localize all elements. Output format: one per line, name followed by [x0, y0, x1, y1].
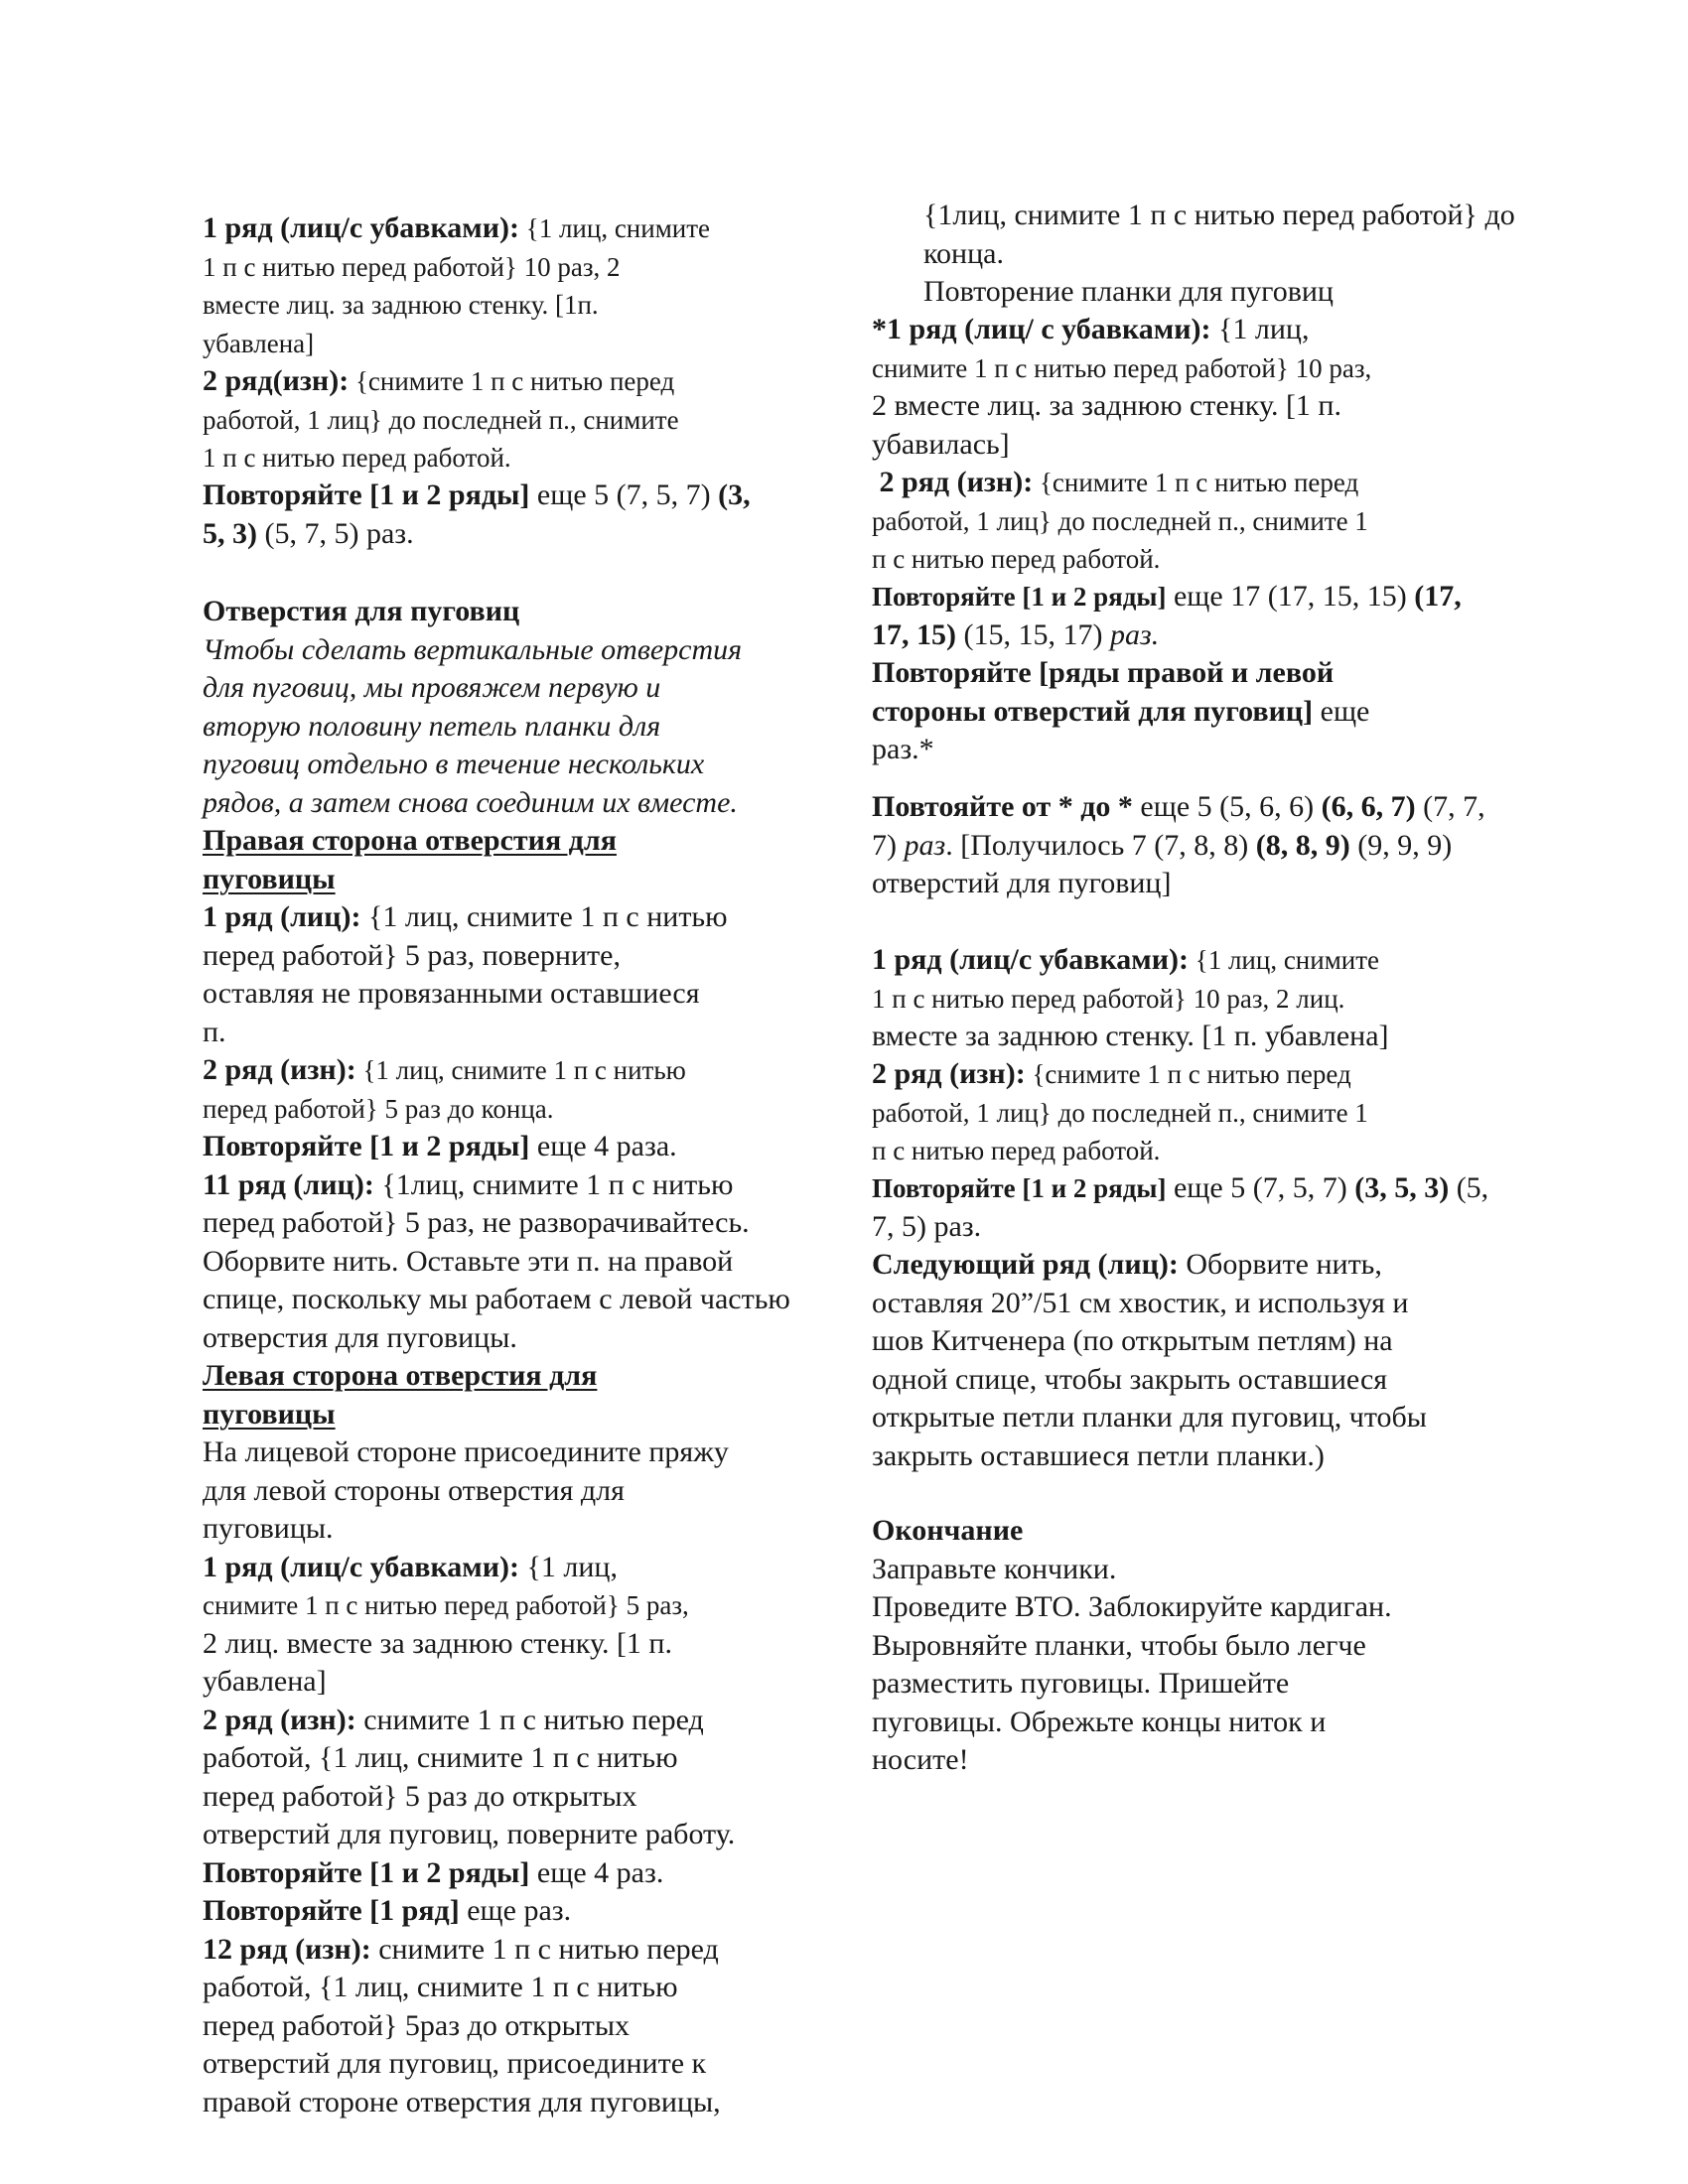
text-line: раз.* — [872, 733, 934, 765]
repeat-label: Повторяйте [1 и 2 ряды] — [872, 1173, 1167, 1203]
repeat-text: еще 17 (17, 15, 15) — [1166, 580, 1415, 613]
next-row-block — [872, 1246, 1427, 1475]
text-line: снимите 1 п с нитью перед работой} 10 раз, — [872, 352, 1372, 383]
repeat-bold-count: 5, 3) — [203, 516, 257, 550]
text-line: п. — [203, 1015, 226, 1048]
repeat-bold-count: (8, 8, 9) — [1255, 828, 1350, 862]
text-line: работой, 1 лиц} до последней п., снимите 1 — [872, 1097, 1368, 1128]
repeat-text: . [Получилось 7 (7, 8, 8) — [945, 828, 1256, 862]
repeat-bold-count: 17, 15) — [872, 617, 956, 651]
text-line: На лицевой стороне присоедините пряжу — [203, 1435, 729, 1468]
text-line: перед работой} 5 раз до открытых — [203, 1779, 637, 1813]
text-line: перед работой} 5 раз, не разворачивайтесь. — [203, 1206, 750, 1239]
text-line: Заправьте кончики. — [872, 1552, 1117, 1585]
repeat-text: (5, 7, 5) раз. — [257, 516, 414, 550]
repeat-text: (5, — [1449, 1171, 1489, 1204]
repeat-text: (15, 15, 17) — [956, 617, 1110, 651]
buttonholes-section — [203, 593, 742, 822]
text-line: закрыть оставшиеся петли планки.) — [872, 1438, 1325, 1472]
text-line: убавлена] — [203, 1665, 327, 1698]
text-line: вместе за заднюю стенку. [1 п. убавлена] — [872, 1020, 1389, 1052]
repeat-bold-count: (6, 6, 7) — [1321, 790, 1416, 823]
row-label: 1 ряд (лиц/с убавками): — [203, 1550, 519, 1583]
star-row2-block — [872, 464, 1368, 579]
text-line: пуговицы. — [203, 1512, 334, 1545]
section-heading: пуговицы — [203, 1397, 336, 1431]
text-line: Выровняйте планки, чтобы было легче — [872, 1628, 1366, 1662]
text-line: перед работой} 5 раз, поверните, — [203, 938, 621, 972]
row-text: {1 лиц, — [1210, 313, 1310, 345]
row-text: снимите 1 п с нитью перед — [370, 1932, 719, 1966]
text-line: убавилась] — [872, 427, 1010, 461]
italic-note: Чтобы сделать вертикальные отверстия — [203, 632, 743, 666]
row2-block — [203, 362, 679, 478]
repeat-bold-count: (17, — [1414, 580, 1462, 613]
row-label: Следующий ряд (лиц): — [872, 1248, 1179, 1281]
text-line: 7, 5) раз. — [872, 1209, 982, 1243]
row-label: 2 ряд(изн): — [203, 364, 350, 397]
row-label: 1 ряд (лиц/с убавками): — [872, 943, 1189, 976]
repeat-text: еще — [1313, 694, 1370, 728]
italic-note: вторую половину петель планки для — [203, 709, 661, 743]
repeat-block — [203, 477, 751, 553]
repeat-bold-count: (3, 5, 3) — [1354, 1171, 1450, 1204]
row-label: 2 ряд (изн): — [872, 466, 1034, 498]
text-line: работой, {1 лиц, снимите 1 п с нитью — [203, 1741, 678, 1774]
text-line: пуговицы. Обрежьте концы ниток и — [872, 1705, 1327, 1738]
text-line: разместить пуговицы. Пришейте — [872, 1667, 1290, 1700]
text-line: п с нитью перед работой. — [872, 544, 1161, 574]
repeat-star-block — [872, 788, 1485, 903]
text-line: шов Китченера (по открытым петлям) на — [872, 1324, 1393, 1357]
section-heading: Левая сторона отверстия для — [203, 1359, 598, 1392]
row-text: Оборвите нить, — [1178, 1248, 1382, 1281]
text-line: отверстий для пуговиц] — [872, 867, 1172, 899]
text-line: снимите 1 п с нитью перед работой} 5 раз, — [203, 1590, 689, 1620]
row-text: {снимите 1 п с нитью перед — [1025, 1059, 1351, 1089]
repeat-label: Повторяйте [1 и 2 ряды] — [872, 582, 1167, 612]
repeat-bold-count: (3, — [718, 478, 751, 511]
text-line: вместе лиц. за заднюю стенку. [1п. — [203, 290, 599, 320]
text-line: {1лиц, снимите 1 п с нитью перед работой} до — [923, 199, 1515, 231]
row-label: *1 ряд (лиц/ с убавками): — [872, 313, 1211, 345]
text-line: 2 лиц. вместе за заднюю стенку. [1 п. — [203, 1626, 672, 1660]
repeat-text: еще 5 (7, 5, 7) — [1166, 1171, 1355, 1204]
row-label: 1 ряд (лиц): — [203, 900, 361, 933]
section-heading: Правая сторона отверстия для — [203, 824, 617, 857]
row-text: {1 лиц, снимите — [518, 213, 711, 243]
final-repeat-block — [872, 1169, 1488, 1246]
text-line: оставляя не провязанными оставшиеся — [203, 977, 700, 1010]
continuation-block — [872, 197, 1515, 312]
text-line: одной спице, чтобы закрыть оставшиеся — [872, 1362, 1388, 1396]
text-line: отверстий для пуговиц, присоедините к — [203, 2047, 707, 2080]
row-label: 2 ряд (изн): — [203, 1703, 356, 1736]
text-line: Повторение планки для пуговиц — [923, 275, 1334, 308]
repeat-label: Повторяйте [ряды правой и левой — [872, 656, 1335, 689]
row-text: {1 лиц, снимите 1 п с нитью — [355, 1055, 686, 1085]
text-line: убавлена] — [203, 328, 315, 358]
row-text: {1 лиц, снимите — [1188, 945, 1380, 975]
repeat-text: еще 5 (5, 6, 6) — [1132, 790, 1322, 823]
row-text: {1 лиц, — [518, 1550, 618, 1583]
row-label: 2 ряд (изн): — [203, 1053, 356, 1086]
text-line: носите! — [872, 1743, 969, 1776]
repeat-label: Повторяйте [1 и 2 ряды] — [203, 1130, 530, 1162]
italic-note: для пуговиц, мы провяжем первую и — [203, 671, 661, 704]
text-line: работой, 1 лиц} до последней п., снимите — [203, 404, 679, 435]
row-label: 11 ряд (лиц): — [203, 1167, 374, 1201]
right-side-section — [203, 822, 790, 1357]
text-line: Проведите ВТО. Заблокируйте кардиган. — [872, 1590, 1392, 1623]
text-line: 2 вместе лиц. за заднюю стенку. [1 п. — [872, 389, 1341, 422]
repeat-italic: раз. — [1109, 617, 1160, 651]
text-line: правой стороне отверстия для пуговицы, — [203, 2085, 721, 2118]
row-label: 12 ряд (изн): — [203, 1932, 371, 1966]
italic-note: рядов, а затем снова соединим их вместе. — [203, 785, 738, 819]
repeat-label: Повтояйте от * до * — [872, 790, 1133, 823]
repeat-text: еще 4 раза. — [529, 1130, 677, 1162]
text-line: открытые петли планки для пуговиц, чтобы — [872, 1401, 1427, 1433]
text-line: 1 п с нитью перед работой} 10 раз, 2 — [203, 251, 621, 282]
row-text: {снимите 1 п с нитью перед — [349, 366, 675, 396]
repeat-label: Повторяйте [1 и 2 ряды] — [203, 1855, 530, 1889]
text-line: конца. — [923, 236, 1004, 270]
text-line: работой, {1 лиц, снимите 1 п с нитью — [203, 1971, 678, 2003]
text-line: 1 п с нитью перед работой. — [203, 443, 511, 473]
row-label: 2 ряд (изн): — [872, 1057, 1026, 1090]
repeat-text: еще 5 (7, 5, 7) — [529, 478, 719, 511]
row-text: {1лиц, снимите 1 п с нитью — [373, 1167, 734, 1201]
text-line: отверстия для пуговицы. — [203, 1320, 517, 1354]
repeat-text: еще 4 раз. — [529, 1855, 664, 1889]
repeat-text: еще раз. — [459, 1894, 572, 1927]
left-side-section — [203, 1357, 735, 2121]
row-label: 1 ряд (лиц/с убавками): — [203, 211, 519, 244]
text-line: перед работой} 5раз до открытых — [203, 2008, 631, 2042]
repeat-label: стороны отверстий для пуговиц] — [872, 694, 1314, 728]
text-line: Оборвите нить. Оставьте эти п. на правой — [203, 1244, 734, 1278]
text-line: отверстий для пуговиц, поверните работу. — [203, 1818, 736, 1850]
section-heading: Окончание — [872, 1514, 1024, 1547]
repeat-sides-block — [872, 654, 1369, 769]
final-row1-block — [872, 941, 1389, 1056]
repeat-text: (7, 7, — [1415, 790, 1485, 823]
repeat-label: Повторяйте [1 ряд] — [203, 1894, 460, 1927]
final-row2-block — [872, 1055, 1368, 1170]
row-text: {1 лиц, снимите 1 п с нитью — [360, 900, 728, 933]
text-line: п с нитью перед работой. — [872, 1136, 1161, 1165]
finishing-section — [872, 1512, 1392, 1780]
text-line: перед работой} 5 раз до конца. — [203, 1093, 554, 1124]
italic-note: пуговиц отдельно в течение нескольких — [203, 748, 705, 780]
text-line: работой, 1 лиц} до последней п., снимите 1 — [872, 505, 1368, 536]
text-line: оставляя 20”/51 см хвостик, и используя и — [872, 1286, 1409, 1319]
row1-decrease-block — [203, 209, 710, 362]
text-line: спице, поскольку мы работаем с левой частью — [203, 1283, 790, 1315]
row-text: {снимите 1 п с нитью перед — [1033, 468, 1359, 497]
star-row1-block — [872, 311, 1371, 464]
text-line: 1 п с нитью перед работой} 10 раз, 2 лиц. — [872, 983, 1345, 1014]
text-line: для левой стороны отверстия для — [203, 1473, 625, 1507]
section-heading: пуговицы — [203, 862, 336, 895]
row-text: снимите 1 п с нитью перед — [355, 1703, 704, 1736]
repeat-text: (9, 9, 9) — [1349, 828, 1453, 862]
repeat-label: Повторяйте [1 и 2 ряды] — [203, 478, 530, 511]
repeat-text: 7) — [872, 828, 905, 862]
repeat17-block — [872, 578, 1462, 654]
repeat-italic: раз — [904, 828, 946, 862]
section-heading: Отверстия для пуговиц — [203, 595, 520, 627]
